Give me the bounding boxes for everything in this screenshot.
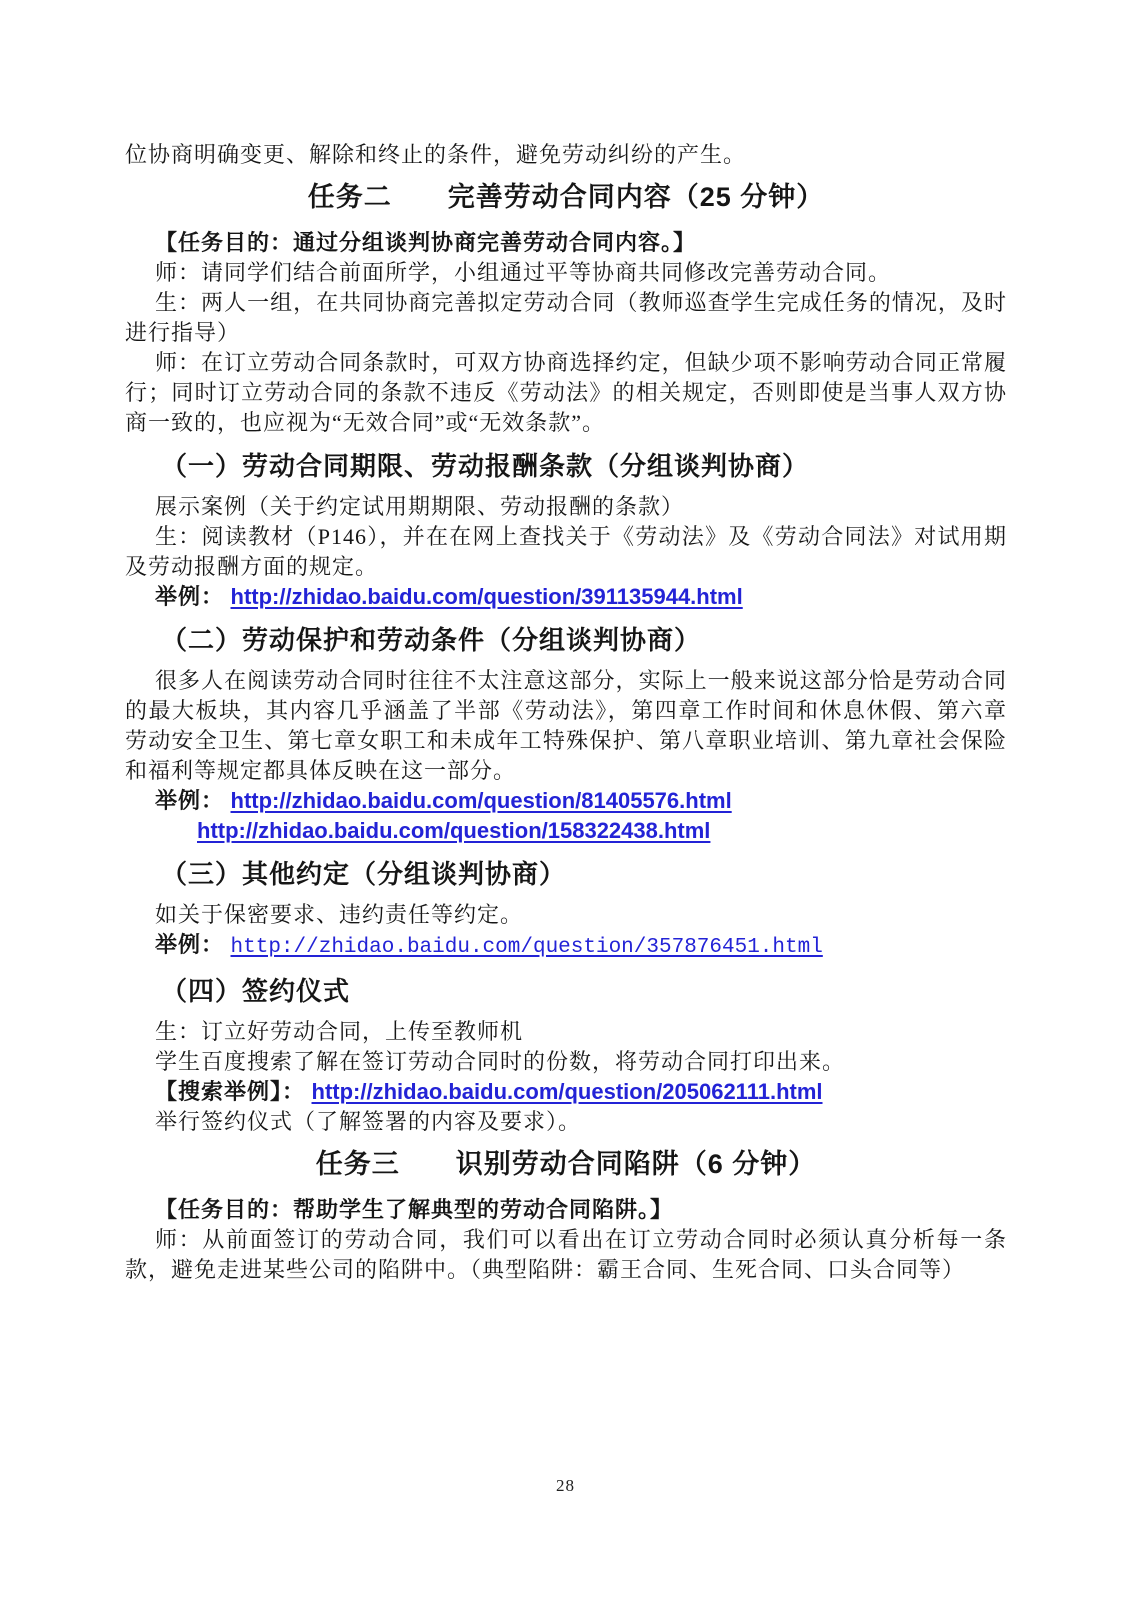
section3-paragraph-1: 如关于保密要求、违约责任等约定。 bbox=[155, 902, 524, 927]
section4-heading: （四）签约仪式 bbox=[161, 976, 351, 1006]
section4-paragraph-2: 学生百度搜索了解在签订劳动合同时的份数，将劳动合同打印出来。 bbox=[155, 1049, 846, 1074]
page-number: 28 bbox=[556, 1476, 575, 1495]
section3-heading: （三）其他约定（分组谈判协商） bbox=[161, 859, 567, 889]
task2-heading: 任务二 完善劳动合同内容（25 分钟） bbox=[307, 182, 825, 212]
task2-student-line-1: 生：两人一组，在共同协商完善拟定劳动合同（教师巡查学生完成任务的情况，及时进行指导） bbox=[125, 290, 1007, 345]
task2-teacher-line-2: 师：在订立劳动合同条款时，可双方协商选择约定，但缺少项不影响劳动合同正常履行；同时订立劳动合同的条款不违反《劳动法》的相关规定，否则即使是当事人双方协商一致的，也应视为“无效合同”或“无效条款”。 bbox=[125, 350, 1007, 435]
example-label: 举例： bbox=[155, 932, 225, 957]
hyperlink-question-205062111[interactable]: http://zhidao.baidu.com/question/205062111.html bbox=[311, 1079, 823, 1104]
section1-paragraph-1: 展示案例（关于约定试用期期限、劳动报酬的条款） bbox=[155, 494, 685, 519]
section2-example-line-2 bbox=[125, 816, 1007, 846]
task3-teacher-line-1: 师：从前面签订的劳动合同，我们可以看出在订立劳动合同时必须认真分析每一条款，避免走进某些公司的陷阱中。（典型陷阱：霸王合同、生死合同、口头合同等） bbox=[125, 1227, 1007, 1282]
section4-paragraph-3: 举行签约仪式（了解签署的内容及要求）。 bbox=[155, 1109, 582, 1134]
task2-purpose: 【任务目的：通过分组谈判协商完善劳动合同内容。】 bbox=[155, 230, 697, 255]
task3-heading: 任务三 识别劳动合同陷阱（6 分钟） bbox=[315, 1149, 817, 1179]
page-body bbox=[125, 140, 1007, 1285]
example-label: 举例： bbox=[155, 584, 225, 609]
section3-example-line bbox=[125, 930, 1007, 963]
task2-teacher-line-1: 师：请同学们结合前面所学，小组通过平等协商共同修改完善劳动合同。 bbox=[155, 260, 892, 285]
section4-paragraph-1: 生：订立好劳动合同，上传至教师机 bbox=[155, 1019, 524, 1044]
example-label: 举例： bbox=[155, 788, 225, 813]
section4-search-example-line bbox=[125, 1077, 1007, 1107]
section1-paragraph-2: 生：阅读教材（P146），并在在网上查找关于《劳动法》及《劳动合同法》对试用期及劳动报酬方面的规定。 bbox=[125, 524, 1007, 579]
section2-heading: （二）劳动保护和劳动条件（分组谈判协商） bbox=[161, 625, 702, 655]
search-example-label: 【搜索举例】： bbox=[155, 1079, 306, 1104]
section2-paragraph-1: 很多人在阅读劳动合同时往往不太注意这部分，实际上一般来说这部分恰是劳动合同的最大板块，其内容几乎涵盖了半部《劳动法》，第四章工作时间和休息休假、第六章劳动安全卫生、第七章女职工和未成年工特殊保护、第八章职业培训、第九章社会保险和福利等规定都具体反映在这一部分。 bbox=[125, 668, 1007, 783]
hyperlink-question-158322438[interactable]: http://zhidao.baidu.com/question/158322438.html bbox=[197, 818, 711, 843]
section1-heading: （一）劳动合同期限、劳动报酬条款（分组谈判协商） bbox=[161, 451, 810, 481]
paragraph-intro: 位协商明确变更、解除和终止的条件，避免劳动纠纷的产生。 bbox=[125, 142, 747, 167]
hyperlink-question-357876451[interactable]: http://zhidao.baidu.com/question/357876451.html bbox=[230, 936, 823, 959]
section2-example-line bbox=[125, 786, 1007, 816]
task3-purpose: 【任务目的：帮助学生了解典型的劳动合同陷阱。】 bbox=[155, 1197, 674, 1222]
hyperlink-question-391135944[interactable]: http://zhidao.baidu.com/question/391135944.html bbox=[230, 584, 743, 609]
hyperlink-question-81405576[interactable]: http://zhidao.baidu.com/question/81405576.html bbox=[230, 788, 732, 813]
section1-example-line bbox=[125, 582, 1007, 612]
